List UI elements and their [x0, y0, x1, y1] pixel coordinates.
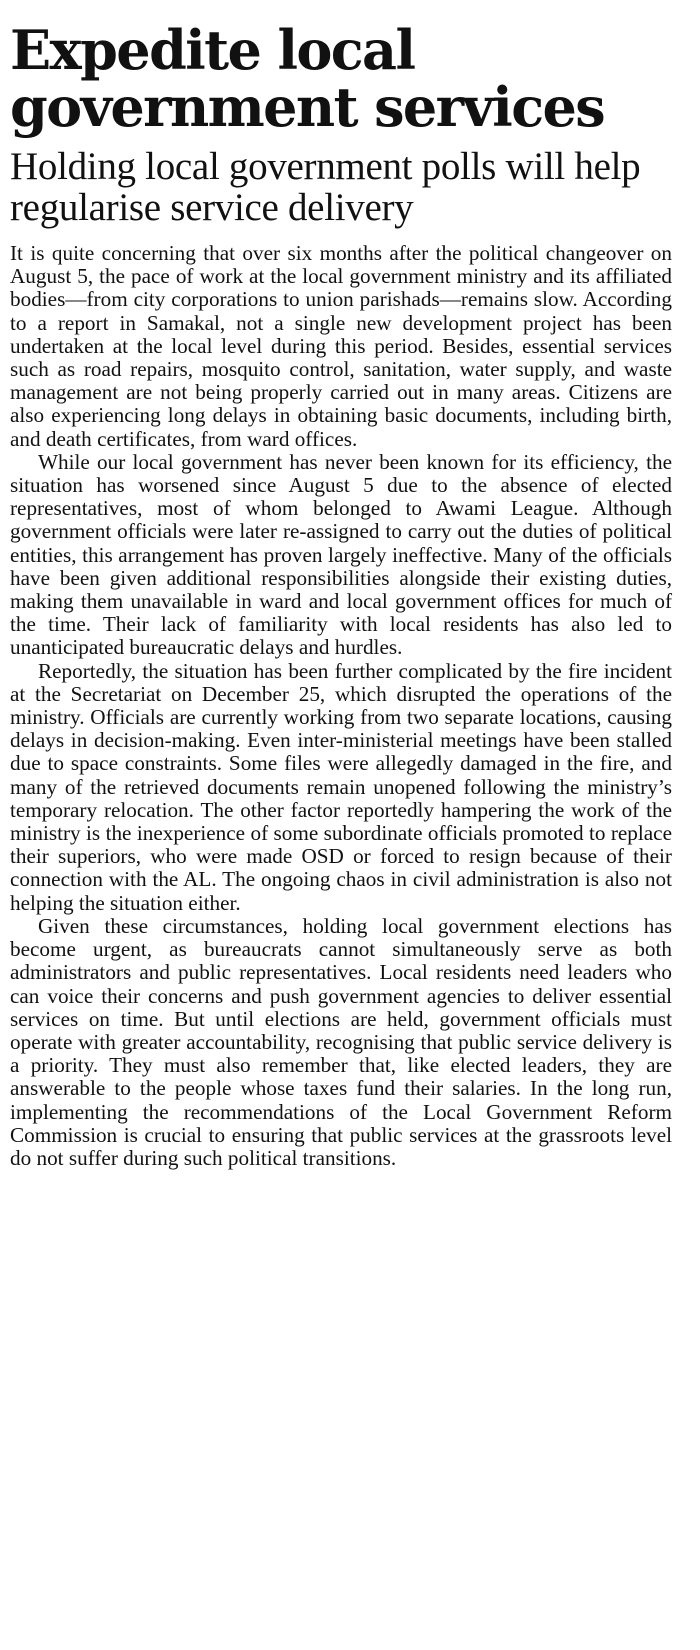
paragraph-4: Given these circumstances, holding local government elections has become urgent, as bureaucrats cannot simultaneously serve as both administrators and public representatives. Local residents need leaders who can voice their concerns and push government agencies to deliver essential services on time. But until elections are held, government officials must operate with greater accountability, recognising that public service delivery is a priority. They must also remember that, like elected leaders, they are answerable to the people whose taxes fund their salaries. In the long run, implementing the recommendations of the Local Government Reform Commission is crucial to ensuring that public services at the grassroots level do not suffer during such political transitions.	[10, 913, 672, 1170]
paragraph-3: Reportedly, the situation has been further complicated by the fire incident at the Secretariat on December 25, which disrupted the operations of the ministry. Officials are currently working from two separate locations, causing delays in decision-making. Even inter-ministerial meetings have been stalled due to space constraints. Some files were allegedly damaged in the fire, and many of the retrieved documents remain unopened following the ministry’s temporary relocation. The other factor reportedly hampering the work of the ministry is the inexperience of some subordinate officials promoted to replace their superiors, who were made OSD or forced to resign because of their connection with the AL. The ongoing chaos in civil administration is also not helping the situation either.	[10, 658, 672, 915]
editorial-article	[10, 18, 672, 1170]
subheadline: Holding local government polls will help regularise service delivery	[10, 145, 641, 229]
article-body	[10, 242, 672, 1170]
headline: Expedite local government services	[10, 18, 605, 139]
paragraph-1: It is quite concerning that over six months after the political changeover on August 5, the pace of work at the local government ministry and its affiliated bodies—from city corporations to union parishads—remains slow. According to a report in Samakal, not a single new development project has been undertaken at the local level during this period. Besides, essential services such as road repairs, mosquito control, sanitation, water supply, and waste management are not being properly carried out in many areas. Citizens are also experiencing long delays in obtaining basic documents, including birth, and death certificates, from ward offices.	[10, 241, 672, 451]
paragraph-2: While our local government has never been known for its efficiency, the situation has worsened since August 5 due to the absence of elected representatives, most of whom belonged to Awami League. Although government officials were later re-assigned to carry out the duties of political entities, this arrangement has proven largely ineffective. Many of the officials have been given additional responsibilities alongside their existing duties, making them unavailable in ward and local government offices for much of the time. Their lack of familiarity with local residents has also led to unanticipated bureaucratic delays and hurdles.	[10, 449, 672, 660]
